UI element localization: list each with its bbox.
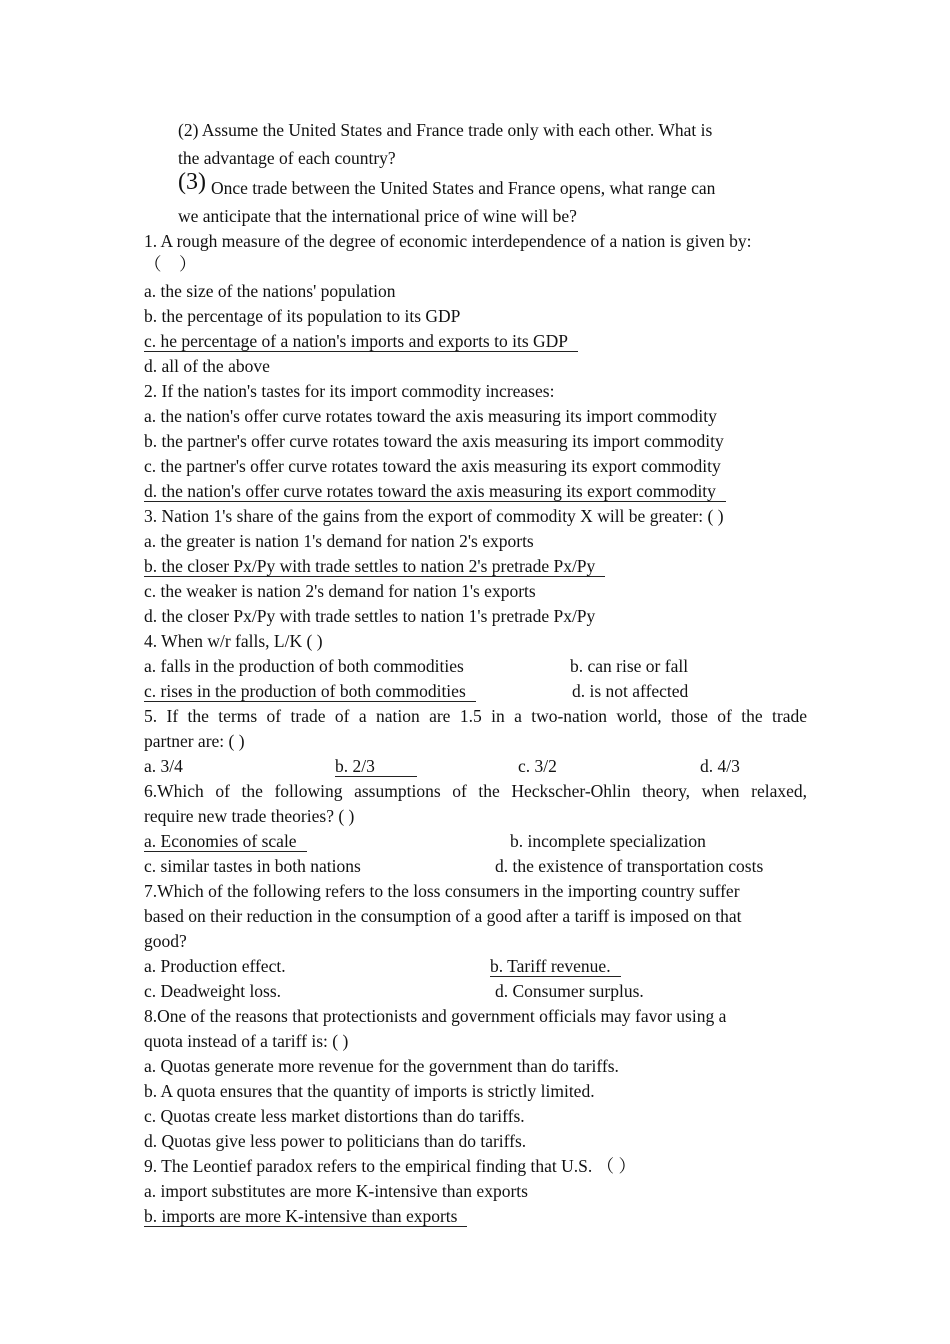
question-q7-stem3: good?: [144, 931, 187, 951]
question-q9-stem: 9. The Leontief paradox refers to the empirical finding that U.S. （ ）: [144, 1156, 636, 1176]
question-q9-a: a. import substitutes are more K-intensive than exports: [144, 1181, 528, 1201]
intro-q3-line1: Once trade between the United States and France opens, what range can: [211, 178, 716, 198]
question-q1-paren: （ ）: [144, 254, 197, 274]
question-q8-c: c. Quotas create less market distortions than do tariffs.: [144, 1106, 525, 1126]
intro-q2-line1: (2) Assume the United States and France trade only with each other. What is: [178, 120, 713, 140]
question-q4-d: d. is not affected: [572, 681, 689, 701]
question-q8-b: b. A quota ensures that the quantity of imports is strictly limited.: [144, 1081, 595, 1101]
question-q4-b: b. can rise or fall: [570, 656, 689, 676]
question-q2-d: d. the nation's offer curve rotates toward the axis measuring its export commodity: [144, 481, 726, 502]
question-q1-d: d. all of the above: [144, 356, 270, 376]
question-q7-c: c. Deadweight loss.: [144, 981, 282, 1001]
question-q3-stem: 3. Nation 1's share of the gains from the export of commodity X will be greater: ( ): [144, 506, 724, 526]
question-q1-b: b. the percentage of its population to its GDP: [144, 306, 461, 326]
question-q5-b: b. 2/3: [335, 756, 417, 777]
question-q2-stem: 2. If the nation's tastes for its import commodity increases:: [144, 381, 555, 401]
question-q8-stem2: quota instead of a tariff is: ( ): [144, 1031, 349, 1051]
question-q2-b: b. the partner's offer curve rotates toward the axis measuring its import commodity: [144, 431, 724, 451]
question-q4-stem: 4. When w/r falls, L/K ( ): [144, 631, 323, 651]
question-q2-c: c. the partner's offer curve rotates toward the axis measuring its export commodity: [144, 456, 721, 476]
question-q8-d: d. Quotas give less power to politicians than do tariffs.: [144, 1131, 527, 1151]
intro-q2-line2: the advantage of each country?: [178, 148, 396, 168]
question-q1-stem: 1. A rough measure of the degree of economic interdependence of a nation is given by:: [144, 231, 752, 251]
question-q6-a: a. Economies of scale: [144, 831, 307, 852]
question-q6-stem2: require new trade theories? ( ): [144, 806, 355, 826]
question-q7-a: a. Production effect.: [144, 956, 286, 976]
question-q7-stem2: based on their reduction in the consumption of a good after a tariff is imposed on that: [144, 906, 742, 926]
question-q3-b: b. the closer Px/Py with trade settles to nation 2's pretrade Px/Py: [144, 556, 605, 577]
question-q3-d: d. the closer Px/Py with trade settles to nation 1's pretrade Px/Py: [144, 606, 596, 626]
question-q7-d: d. Consumer surplus.: [495, 981, 644, 1001]
question-q5-stem1: 5. If the terms of trade of a nation are 1.5 in a two-nation world, those of the trade: [144, 706, 807, 726]
question-q8-a: a. Quotas generate more revenue for the government than do tariffs.: [144, 1056, 619, 1076]
question-q5-stem2: partner are: ( ): [144, 731, 245, 751]
question-q3-a: a. the greater is nation 1's demand for nation 2's exports: [144, 531, 534, 551]
question-q5-d: d. 4/3: [700, 756, 740, 776]
question-q3-c: c. the weaker is nation 2's demand for nation 1's exports: [144, 581, 536, 601]
question-q5-a: a. 3/4: [144, 756, 183, 776]
question-q7-b: b. Tariff revenue.: [490, 956, 621, 977]
intro-q3-num: (3): [178, 169, 206, 195]
question-q5-c: c. 3/2: [518, 756, 557, 776]
question-q1-a: a. the size of the nations' population: [144, 281, 396, 301]
question-q2-a: a. the nation's offer curve rotates toward the axis measuring its import commodity: [144, 406, 717, 426]
question-q9-b: b. imports are more K-intensive than exports: [144, 1206, 467, 1227]
question-q4-c: c. rises in the production of both commodities: [144, 681, 476, 702]
question-q8-stem1: 8.One of the reasons that protectionists and government officials may favor using a: [144, 1006, 727, 1026]
question-q6-c: c. similar tastes in both nations: [144, 856, 361, 876]
question-q7-stem1: 7.Which of the following refers to the loss consumers in the importing country suffer: [144, 881, 740, 901]
question-q1-c: c. he percentage of a nation's imports and exports to its GDP: [144, 331, 578, 352]
question-q6-stem1: 6.Which of the following assumptions of the Heckscher-Ohlin theory, when relaxed,: [144, 781, 807, 801]
intro-q3-line2: we anticipate that the international price of wine will be?: [178, 206, 577, 226]
question-q6-b: b. incomplete specialization: [510, 831, 706, 851]
question-q6-d: d. the existence of transportation costs: [495, 856, 764, 876]
question-q4-a: a. falls in the production of both commodities: [144, 656, 464, 676]
